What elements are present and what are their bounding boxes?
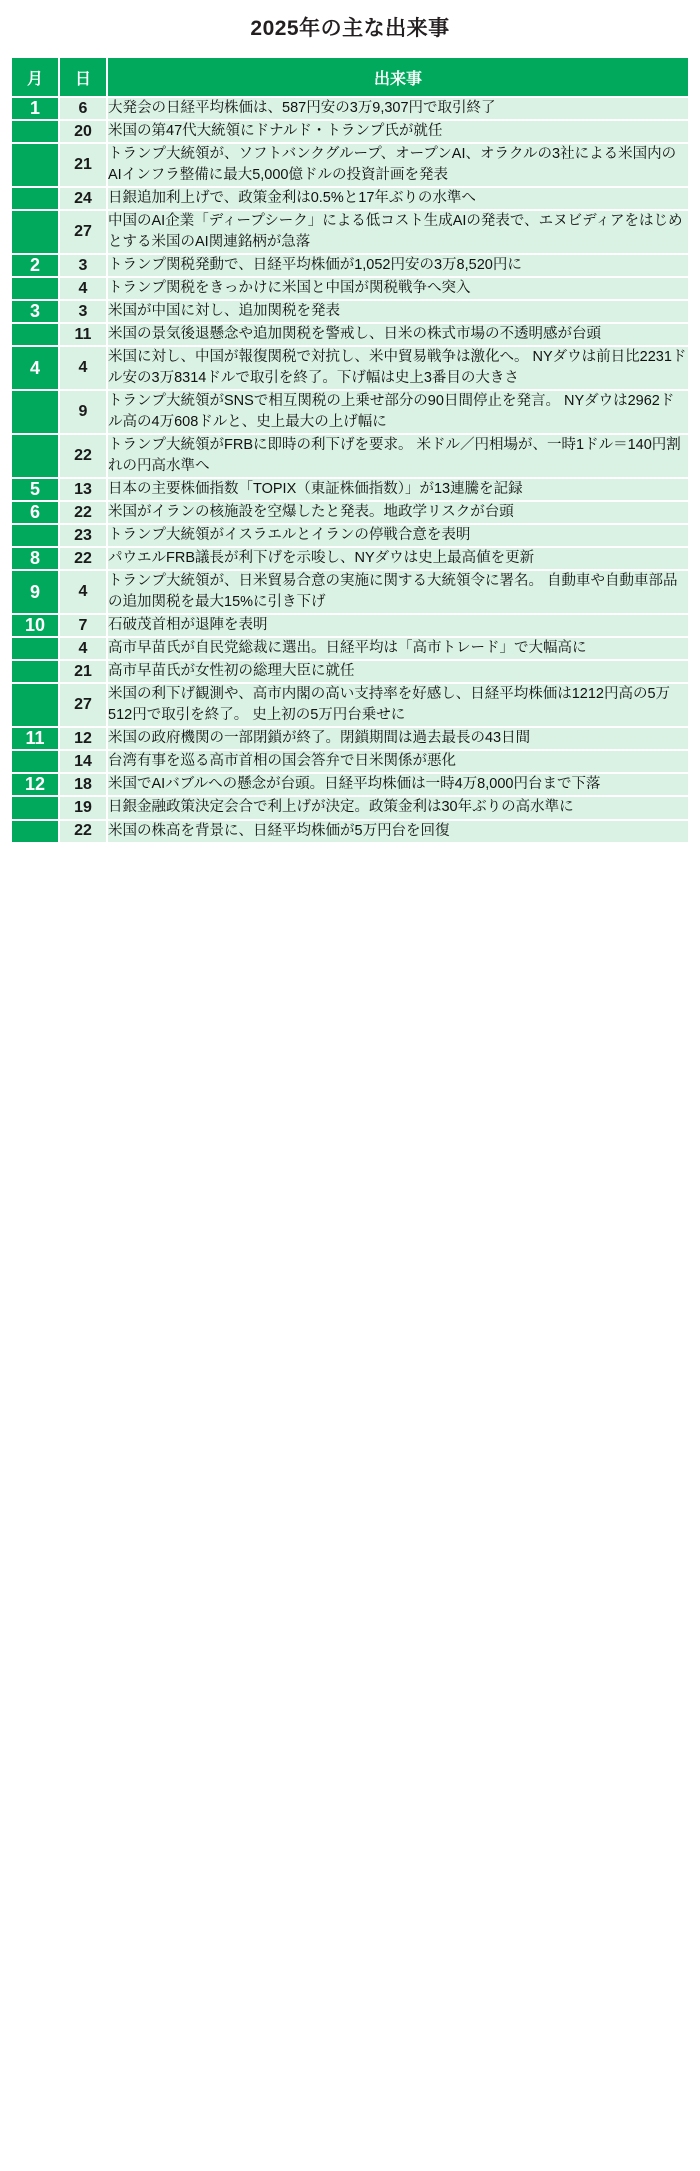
cell-day: 20: [60, 121, 106, 142]
cell-day: 21: [60, 661, 106, 682]
cell-day: 3: [60, 301, 106, 322]
cell-day: 24: [60, 188, 106, 209]
table-row: [12, 797, 688, 818]
table-row: [12, 684, 688, 726]
cell-event: 米国の景気後退懸念や追加関税を警戒し、日米の株式市場の不透明感が台頭: [108, 324, 688, 345]
cell-month: [12, 391, 58, 433]
cell-day: 11: [60, 324, 106, 345]
column-header-day: 日: [60, 58, 106, 96]
page-title: 2025年の主な出来事: [250, 17, 450, 40]
cell-day: 4: [60, 638, 106, 659]
cell-month: [12, 144, 58, 186]
cell-month: [12, 278, 58, 299]
table-row: [12, 278, 688, 299]
cell-event: 米国の利下げ観測や、高市内閣の高い支持率を好感し、日経平均株価は1212円高の5万512円で取引を終了。 史上初の5万円台乗せに: [108, 684, 688, 726]
table-row: [12, 821, 688, 842]
cell-month: [12, 211, 58, 253]
cell-event: トランプ大統領がイスラエルとイランの停戦合意を表明: [108, 525, 688, 546]
cell-month: 5: [12, 479, 58, 500]
cell-event: 日銀金融政策決定会合で利上げが決定。政策金利は30年ぶりの高水準に: [108, 797, 688, 818]
cell-event: 米国でAIバブルへの懸念が台頭。日経平均株価は一時4万8,000円台まで下落: [108, 774, 688, 795]
table-row: [12, 661, 688, 682]
cell-event: パウエルFRB議長が利下げを示唆し、NYダウは史上最高値を更新: [108, 548, 688, 569]
cell-day: 23: [60, 525, 106, 546]
table-row: [12, 638, 688, 659]
cell-month: [12, 797, 58, 818]
cell-day: 27: [60, 211, 106, 253]
cell-month: 6: [12, 502, 58, 523]
cell-event: 高市早苗氏が自民党総裁に選出。日経平均は「高市トレード」で大幅高に: [108, 638, 688, 659]
table-header: [12, 58, 688, 96]
cell-day: 14: [60, 751, 106, 772]
cell-day: 12: [60, 728, 106, 749]
table-row: [12, 525, 688, 546]
table-row: [12, 211, 688, 253]
cell-day: 4: [60, 347, 106, 389]
cell-month: [12, 751, 58, 772]
table-row: [12, 255, 688, 276]
cell-event: トランプ関税をきっかけに米国と中国が関税戦争へ突入: [108, 278, 688, 299]
cell-month: 10: [12, 615, 58, 636]
table-row: [12, 144, 688, 186]
page-container: [0, 0, 700, 854]
table-row: [12, 347, 688, 389]
cell-event: 米国に対し、中国が報復関税で対抗し、米中貿易戦争は激化へ。 NYダウは前日比2231ドル安の3万8314ドルで取引を終了。下げ幅は史上3番目の大きさ: [108, 347, 688, 389]
table-header-row: [12, 58, 688, 96]
cell-day: 4: [60, 278, 106, 299]
cell-event: 高市早苗氏が女性初の総理大臣に就任: [108, 661, 688, 682]
cell-event: 米国の第47代大統領にドナルド・トランプ氏が就任: [108, 121, 688, 142]
cell-month: 3: [12, 301, 58, 322]
cell-day: 18: [60, 774, 106, 795]
cell-month: [12, 638, 58, 659]
cell-month: 1: [12, 98, 58, 119]
table-row: [12, 615, 688, 636]
table-row: [12, 188, 688, 209]
cell-event: トランプ大統領が、ソフトバンクグループ、オープンAI、オラクルの3社による米国内のAIインフラ整備に最大5,000億ドルの投資計画を発表: [108, 144, 688, 186]
cell-day: 19: [60, 797, 106, 818]
cell-month: 9: [12, 571, 58, 613]
table-row: [12, 301, 688, 322]
table-row: [12, 548, 688, 569]
cell-month: [12, 435, 58, 477]
cell-month: [12, 324, 58, 345]
cell-day: 9: [60, 391, 106, 433]
table-row: [12, 98, 688, 119]
cell-day: 22: [60, 435, 106, 477]
cell-day: 7: [60, 615, 106, 636]
cell-event: トランプ大統領がSNSで相互関税の上乗せ部分の90日間停止を発言。 NYダウは2962ドル高の4万608ドルと、史上最大の上げ幅に: [108, 391, 688, 433]
column-header-month: 月: [12, 58, 58, 96]
cell-day: 22: [60, 548, 106, 569]
cell-event: トランプ大統領が、日米貿易合意の実施に関する大統領令に署名。 自動車や自動車部品の追加関税を最大15%に引き下げ: [108, 571, 688, 613]
cell-month: [12, 188, 58, 209]
table-row: [12, 435, 688, 477]
cell-event: 米国の株高を背景に、日経平均株価が5万円台を回復: [108, 821, 688, 842]
table-row: [12, 774, 688, 795]
cell-month: [12, 684, 58, 726]
cell-month: 2: [12, 255, 58, 276]
cell-event: 米国が中国に対し、追加関税を発表: [108, 301, 688, 322]
cell-event: 中国のAI企業「ディープシーク」による低コスト生成AIの発表で、エヌビディアをはじめとする米国のAI関連銘柄が急落: [108, 211, 688, 253]
table-row: [12, 121, 688, 142]
table-row: [12, 502, 688, 523]
table-row: [12, 728, 688, 749]
cell-day: 3: [60, 255, 106, 276]
table-row: [12, 479, 688, 500]
cell-event: トランプ大統領がFRBに即時の利下げを要求。 米ドル／円相場が、一時1ドル＝140円割れの円高水準へ: [108, 435, 688, 477]
cell-event: 台湾有事を巡る高市首相の国会答弁で日米関係が悪化: [108, 751, 688, 772]
cell-day: 22: [60, 821, 106, 842]
cell-month: [12, 661, 58, 682]
table-row: [12, 391, 688, 433]
cell-event: 日本の主要株価指数「TOPIX（東証株価指数）」が13連騰を記録: [108, 479, 688, 500]
cell-day: 6: [60, 98, 106, 119]
cell-month: 12: [12, 774, 58, 795]
cell-month: 8: [12, 548, 58, 569]
column-header-event: 出来事: [108, 58, 688, 96]
cell-event: 大発会の日経平均株価は、587円安の3万9,307円で取引終了: [108, 98, 688, 119]
cell-month: [12, 525, 58, 546]
cell-month: [12, 121, 58, 142]
cell-event: 日銀追加利上げで、政策金利は0.5%と17年ぶりの水準へ: [108, 188, 688, 209]
cell-day: 21: [60, 144, 106, 186]
cell-month: [12, 821, 58, 842]
cell-day: 4: [60, 571, 106, 613]
cell-event: 米国の政府機関の一部閉鎖が終了。閉鎖期間は過去最長の43日間: [108, 728, 688, 749]
cell-event: 石破茂首相が退陣を表明: [108, 615, 688, 636]
cell-day: 13: [60, 479, 106, 500]
events-table: [10, 56, 690, 844]
cell-day: 27: [60, 684, 106, 726]
table-row: [12, 571, 688, 613]
cell-event: トランプ関税発動で、日経平均株価が1,052円安の3万8,520円に: [108, 255, 688, 276]
cell-event: 米国がイランの核施設を空爆したと発表。地政学リスクが台頭: [108, 502, 688, 523]
table-row: [12, 751, 688, 772]
cell-day: 22: [60, 502, 106, 523]
cell-month: 4: [12, 347, 58, 389]
table-row: [12, 324, 688, 345]
table-body: [12, 98, 688, 842]
cell-month: 11: [12, 728, 58, 749]
